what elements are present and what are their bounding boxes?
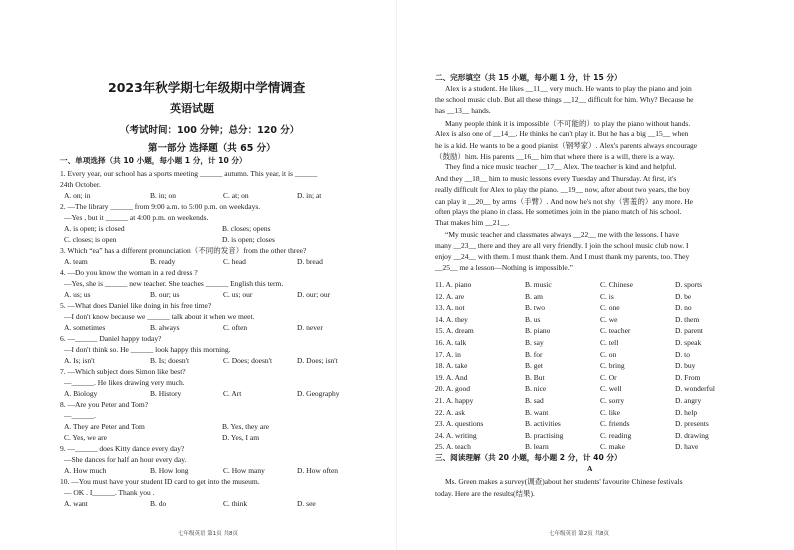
option-cell: 18. A. take bbox=[435, 361, 468, 371]
question-line: 3. Which “ea” has a different pronunciation（不同的发音）from the other three? bbox=[60, 246, 307, 255]
passage-line: enjoy __24__ with them. I must thank them. And I must thank my parents, too. They bbox=[435, 252, 690, 261]
option-cell: 25. A. teach bbox=[435, 442, 471, 452]
question-line: C. often bbox=[223, 323, 248, 332]
question-line: —Yes, she is ______ new teacher. She teaches ______ English this term. bbox=[64, 279, 284, 288]
option-cell: D. help bbox=[675, 407, 698, 417]
question-line: A. is open; is closed bbox=[64, 224, 125, 233]
option-cell: C. one bbox=[600, 303, 620, 313]
passage-line: often plays the piano in class. He sometimes join in the piano match of his school. bbox=[435, 207, 682, 217]
option-cell: B. say bbox=[525, 338, 544, 347]
option-cell: D. to bbox=[675, 349, 690, 359]
option-cell: C. bring bbox=[600, 361, 625, 371]
option-cell: B. piano bbox=[525, 326, 551, 336]
question-line: 4. —Do you know the woman in a red dress ? bbox=[60, 268, 198, 277]
passage-line: Many people think it is impossible（不可能的）to play the piano without hands. bbox=[445, 118, 691, 128]
option-cell: D. sports bbox=[675, 280, 703, 289]
passage-line: many __23__ there and they are all very friendly. I join the school music club now. I bbox=[435, 240, 689, 250]
option-cell: D. From bbox=[675, 372, 701, 382]
question-line: D. never bbox=[297, 323, 323, 332]
question-line: —I don't know because we ______ talk about it when we meet. bbox=[64, 312, 255, 321]
passage-label: A bbox=[587, 464, 593, 473]
question-line: 8. —Are you Peter and Tom? bbox=[60, 400, 149, 409]
passage-line: he is a kid. He wants to be a good pianist（钢琴家）. Alex's parents always encourage bbox=[435, 141, 698, 150]
option-cell: D. be bbox=[675, 291, 692, 301]
question-line: B. in; on bbox=[150, 191, 177, 200]
question-line: D. see bbox=[297, 499, 316, 508]
question-line: A. sometimes bbox=[64, 323, 106, 332]
option-cell: 16. A. talk bbox=[435, 338, 467, 347]
question-line: 2. —The library ______ from 9:00 a.m. to 5:00 p.m. on weekdays. bbox=[60, 202, 261, 211]
question-line: C. think bbox=[223, 499, 248, 508]
option-cell: D. buy bbox=[675, 361, 696, 371]
question-line: C. Yes, we are bbox=[64, 433, 107, 442]
question-line: A. team bbox=[64, 257, 88, 266]
passage-line: __25__ me a lesson—Nothing is impossible.” bbox=[435, 263, 573, 273]
question-line: D. Yes, I am bbox=[222, 433, 260, 442]
option-cell: C. tell bbox=[600, 338, 619, 347]
exam-subtitle: 英语试题 bbox=[170, 102, 214, 115]
question-line: B. Yes, they are bbox=[222, 422, 270, 431]
question-line: C. head bbox=[223, 257, 246, 266]
question-line: 9. —______ does Kitty dance every day? bbox=[60, 444, 185, 453]
option-cell: C. is bbox=[600, 291, 614, 301]
option-cell: B. for bbox=[525, 349, 543, 359]
option-cell: B. practising bbox=[525, 430, 564, 440]
question-line: A. Is; isn't bbox=[64, 356, 95, 365]
option-cell: D. presents bbox=[675, 419, 709, 429]
option-cell: D. no bbox=[675, 303, 692, 313]
passage-line: Alex is a student. He likes __11__ very much. He wants to play the piano and join bbox=[445, 84, 692, 93]
passage-line: the school music club. But all these things __12__ difficult for him. Why? Because he bbox=[435, 95, 694, 105]
option-cell: B. get bbox=[525, 361, 543, 371]
section-two-heading: 二、完形填空（共 15 小题，每小题 1 分，计 15 分） bbox=[435, 73, 622, 82]
option-cell: B. nice bbox=[525, 384, 547, 394]
question-line: 6. —______ Daniel happy today? bbox=[60, 334, 162, 343]
question-line: D. How often bbox=[297, 466, 339, 475]
passage-line: “My music teacher and classmates always __22__ me with the lessons. I have bbox=[445, 229, 679, 239]
question-line: A. us; us bbox=[64, 290, 91, 299]
option-cell: 19. A. And bbox=[435, 372, 468, 382]
question-line: C. Art bbox=[223, 389, 242, 398]
question-line: A. on; in bbox=[64, 191, 91, 200]
option-cell: B. activities bbox=[525, 419, 561, 429]
option-cell: B. two bbox=[525, 303, 546, 313]
option-cell: 20. A. good bbox=[435, 384, 471, 394]
option-cell: B. But bbox=[525, 372, 545, 382]
question-line: B. How long bbox=[150, 466, 189, 475]
reading-line: today. Here are the results(结果). bbox=[435, 488, 535, 498]
option-cell: B. music bbox=[525, 280, 552, 289]
question-line: —______. bbox=[64, 411, 96, 420]
option-cell: C. teacher bbox=[600, 326, 631, 336]
option-cell: C. we bbox=[600, 314, 618, 324]
option-cell: B. learn bbox=[525, 442, 549, 452]
question-line: D. bread bbox=[297, 257, 323, 266]
option-cell: D. them bbox=[675, 314, 700, 324]
option-cell: B. want bbox=[525, 407, 549, 417]
passage-line: really difficult for Alex to play the piano. __19__ now, after about two years, the boy bbox=[435, 184, 691, 194]
page-number: 七年级英语 第1页 共8页 bbox=[178, 531, 238, 537]
option-cell: B. us bbox=[525, 314, 541, 324]
option-cell: C. on bbox=[600, 349, 617, 359]
question-line: B. ready bbox=[150, 257, 176, 266]
question-line: 5. —What does Daniel like doing in his free time? bbox=[60, 301, 212, 310]
option-cell: C. like bbox=[600, 407, 620, 417]
question-line: 10. —You must have your student ID card to get into the museum. bbox=[60, 477, 260, 486]
question-line: B. closes; opens bbox=[222, 224, 271, 233]
passage-line: They find a nice music teacher __17__ Alex. The teacher is kind and helpful. bbox=[445, 162, 677, 172]
option-cell: 13. A. not bbox=[435, 303, 465, 313]
option-cell: D. drawing bbox=[675, 430, 709, 440]
option-cell: C. reading bbox=[600, 430, 632, 440]
question-line: A. Biology bbox=[64, 389, 98, 398]
question-line: A. How much bbox=[64, 466, 107, 475]
option-cell: C. Chinese bbox=[600, 280, 633, 289]
passage-line: And they __18__ him to music lessons every Tuesday and Thursday. At first, it's bbox=[435, 173, 677, 183]
option-cell: B. sad bbox=[525, 396, 544, 405]
option-cell: C. well bbox=[600, 384, 622, 394]
question-line: C. closes; is open bbox=[64, 235, 117, 244]
option-cell: 24. A. writing bbox=[435, 430, 477, 440]
question-line: B. always bbox=[150, 323, 180, 332]
option-cell: C. make bbox=[600, 442, 625, 452]
question-line: D. in; at bbox=[297, 191, 322, 200]
option-cell: D. angry bbox=[675, 396, 702, 405]
question-line: A. They are Peter and Tom bbox=[64, 422, 145, 431]
question-line: C. How many bbox=[223, 466, 265, 475]
question-line: B. do bbox=[150, 499, 167, 508]
question-line: —Yes , but it ______ at 4:00 p.m. on weekends. bbox=[64, 213, 209, 222]
exam-title: 2023年秋学期七年级期中学情调查 bbox=[108, 80, 306, 95]
question-line: —I don't think so. He ______ look happy this morning. bbox=[64, 345, 231, 354]
question-line: D. Geography bbox=[297, 389, 340, 398]
question-line: A. want bbox=[64, 499, 88, 508]
passage-line: has __13__ hands. bbox=[435, 106, 491, 116]
option-cell: 22. A. ask bbox=[435, 407, 465, 417]
reading-line: Ms. Green makes a survey(调查)about her students' favourite Chinese festivals bbox=[445, 477, 683, 486]
option-cell: D. have bbox=[675, 442, 699, 452]
passage-line: （鼓励）him. His parents __16__ him that where there is a will, there is a way. bbox=[435, 152, 675, 162]
question-line: — OK . I______. Thank you . bbox=[64, 488, 155, 497]
question-line: —______. He likes drawing very much. bbox=[64, 378, 185, 387]
passage-line: can play it __20__ by arms（手臂）. And now he's not shy（害羞的）any more. He bbox=[435, 197, 693, 206]
section-three-heading: 三、阅读理解（共 20 小题，每小题 2 分，计 40 分） bbox=[435, 453, 622, 462]
passage-line: Alex is also one of __14__. He thinks he can't play it. But he has a big __15__ when bbox=[435, 128, 689, 138]
passage-line: That makes him __21__. bbox=[435, 218, 510, 228]
option-cell: D. speak bbox=[675, 338, 702, 347]
question-line: 1. Every year, our school has a sports meeting ______ autumn. This year, it is ______ bbox=[60, 169, 318, 178]
option-cell: C. friends bbox=[600, 419, 630, 429]
question-line: D. Does; isn't bbox=[297, 356, 338, 365]
question-line: B. History bbox=[150, 389, 182, 398]
option-cell: C. Or bbox=[600, 372, 617, 382]
option-cell: 15. A. dream bbox=[435, 326, 474, 336]
option-cell: 12. A. are bbox=[435, 291, 465, 301]
option-cell: B. am bbox=[525, 291, 543, 301]
option-cell: 23. A. questions bbox=[435, 419, 484, 429]
option-cell: 21. A. happy bbox=[435, 396, 474, 405]
question-line: 7. —Which subject does Simon like best? bbox=[60, 367, 186, 376]
option-cell: 11. A. piano bbox=[435, 280, 472, 289]
question-line: D. our; our bbox=[297, 290, 331, 299]
option-cell: 14. A. they bbox=[435, 314, 468, 324]
question-line: 24th October. bbox=[60, 180, 101, 189]
question-line: C. at; on bbox=[223, 191, 249, 200]
question-line: B. Is; doesn't bbox=[150, 356, 190, 365]
question-line: C. Does; doesn't bbox=[223, 356, 273, 365]
option-cell: D. parent bbox=[675, 326, 703, 336]
exam-page-2 bbox=[397, 0, 794, 550]
section-one-heading: 一、单项选择（共 10 小题，每小题 1 分，计 10 分） bbox=[60, 156, 247, 165]
question-line: C. us; our bbox=[223, 290, 253, 299]
exam-info: （考试时间：100 分钟；总分：120 分） bbox=[120, 125, 300, 136]
page-number: 七年级英语 第2页 共8页 bbox=[549, 531, 609, 537]
question-line: B. our; us bbox=[150, 290, 180, 299]
question-line: D. is open; closes bbox=[222, 235, 275, 244]
option-cell: 17. A. in bbox=[435, 349, 461, 359]
option-cell: D. wonderful bbox=[675, 384, 715, 394]
option-cell: C. sorry bbox=[600, 396, 625, 405]
question-line: —She dances for half an hour every day. bbox=[64, 455, 187, 464]
part-one-heading: 第一部分 选择题（共 65 分） bbox=[148, 143, 276, 154]
